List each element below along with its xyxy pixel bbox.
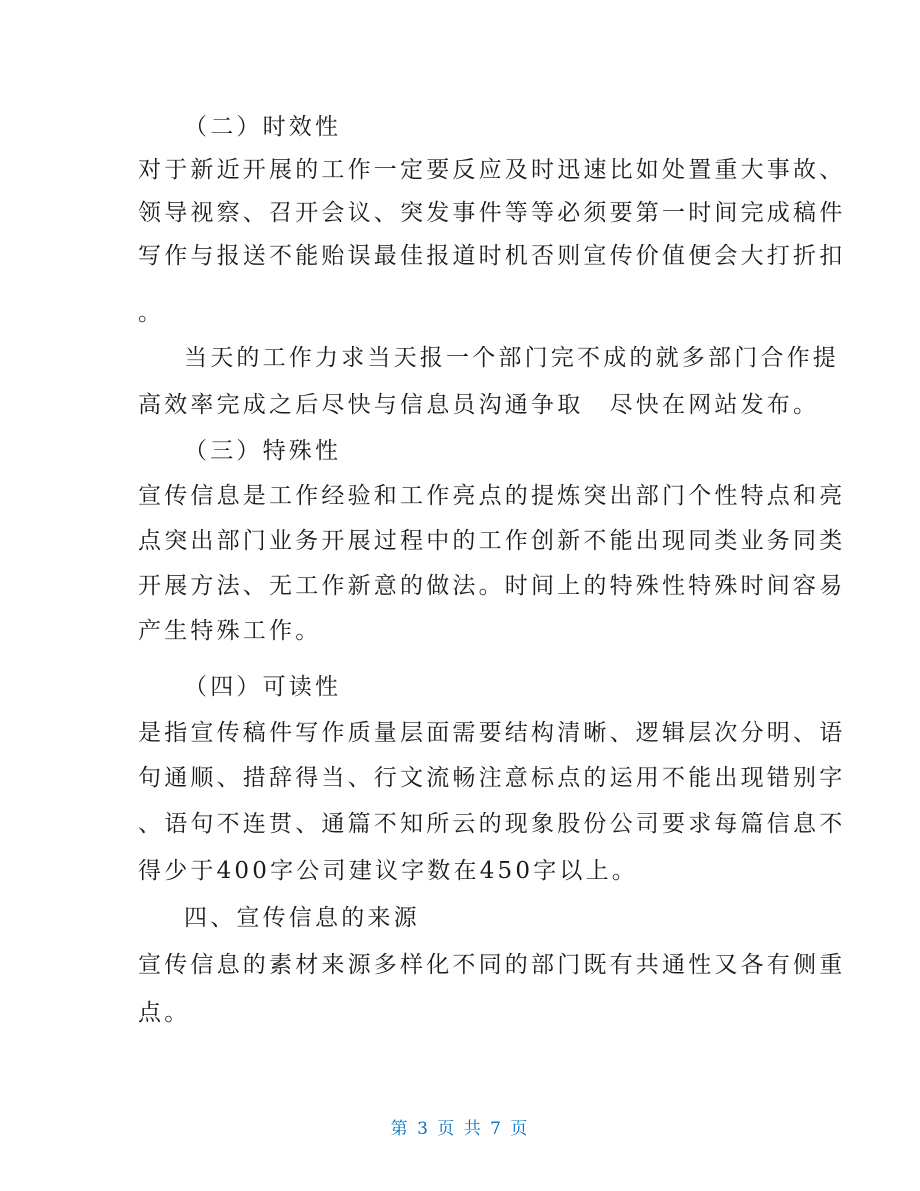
paragraph-line: 对于新近开展的工作一定要反应及时迅速比如处置重大事故、 (138, 157, 846, 183)
section-heading-readability: （四）可读性 (184, 674, 342, 700)
paragraph-line: 。 (138, 300, 165, 326)
section-heading-specialness: （三）特殊性 (184, 438, 342, 464)
section-heading-timeliness: （二）时效性 (184, 114, 342, 140)
paragraph-line: 是指宣传稿件写作质量层面需要结构清晰、逻辑层次分明、语 (138, 720, 846, 746)
paragraph-line: 宣传信息的素材来源多样化不同的部门既有共通性又各有侧重 (138, 952, 846, 978)
paragraph-line: 产生特殊工作。 (138, 618, 322, 644)
paragraph-line: 、语句不连贯、通篇不知所云的现象股份公司要求每篇信息不 (138, 811, 846, 837)
paragraph-line: 宣传信息是工作经验和工作亮点的提炼突出部门个性特点和亮 (138, 483, 846, 509)
section-heading-sources: 四、宣传信息的来源 (184, 905, 420, 931)
paragraph-line: 高效率完成之后尽快与信息员沟通争取 尽快在网站发布。 (138, 392, 820, 418)
paragraph-line: 点突出部门业务开展过程中的工作创新不能出现同类业务同类 (138, 528, 846, 554)
paragraph-line: 领导视察、召开会议、突发事件等等必须要第一时间完成稿件 (138, 200, 846, 226)
page-number-footer: 第 3 页 共 7 页 (390, 1119, 530, 1139)
paragraph-line: 得少于400字公司建议字数在450字以上。 (138, 858, 638, 884)
paragraph-line: 写作与报送不能贻误最佳报道时机否则宣传价值便会大打折扣 (138, 243, 846, 269)
paragraph-line: 点。 (138, 1000, 191, 1026)
paragraph-line: 句通顺、措辞得当、行文流畅注意标点的运用不能出现错别字 (138, 765, 846, 791)
paragraph-line: 开展方法、无工作新意的做法。时间上的特殊性特殊时间容易 (138, 573, 846, 599)
paragraph-line: 当天的工作力求当天报一个部门完不成的就多部门合作提 (184, 345, 839, 371)
